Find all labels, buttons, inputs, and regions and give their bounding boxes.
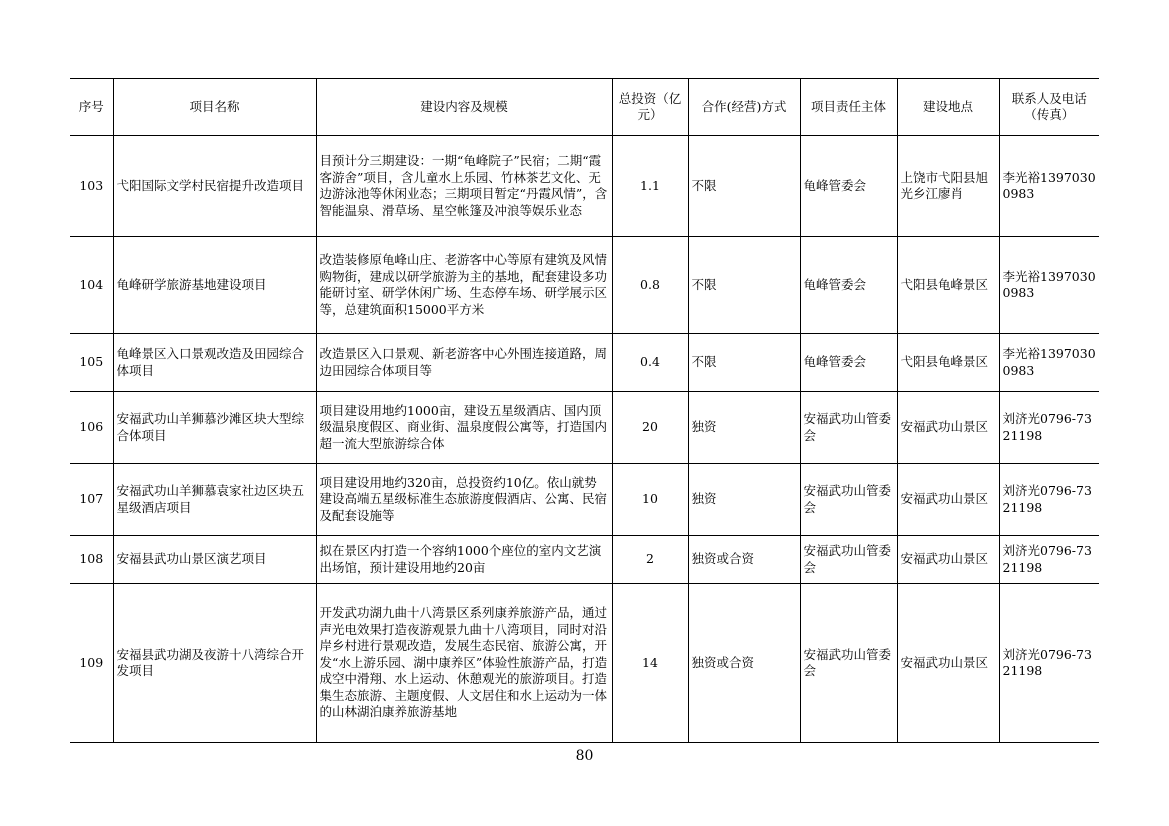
cell-subject: 安福武功山管委会 [800,536,897,584]
table-row [70,334,1099,392]
cell-mode: 不限 [688,237,800,334]
cell-name: 安福武功山羊狮慕袁家社边区块五星级酒店项目 [113,464,316,536]
cell-name: 弋阳国际文学村民宿提升改造项目 [113,136,316,237]
cell-subject: 龟峰管委会 [800,237,897,334]
cell-name: 安福武功山羊狮慕沙滩区块大型综合体项目 [113,392,316,464]
cell-name: 安福县武功山景区演艺项目 [113,536,316,584]
cell-location: 安福武功山景区 [897,464,999,536]
cell-mode: 不限 [688,136,800,237]
header-invest: 总投资（亿元） [612,79,688,136]
cell-invest: 10 [612,464,688,536]
cell-no: 108 [70,536,113,584]
cell-no: 104 [70,237,113,334]
cell-mode: 不限 [688,334,800,392]
cell-content: 项目建设用地约320亩，总投资约10亿。依山就势建设高端五星级标准生态旅游度假酒店、公寓、民宿及配套设施等 [316,464,612,536]
cell-subject: 安福武功山管委会 [800,392,897,464]
cell-contact: 李光裕13970300983 [999,334,1099,392]
cell-contact: 刘济光0796-7321198 [999,464,1099,536]
cell-invest: 14 [612,584,688,743]
cell-location: 安福武功山景区 [897,392,999,464]
header-subject: 项目责任主体 [800,79,897,136]
cell-content: 目预计分三期建设：一期“龟峰院子”民宿；二期“霞客游舍”项目，含儿童水上乐园、竹林茶艺文化、无边游泳池等休闲业态；三期项目暂定“丹霞风情”，含智能温泉、滑草场、星空帐篷及冲浪等娱乐业态 [316,136,612,237]
cell-name: 龟峰景区入口景观改造及田园综合体项目 [113,334,316,392]
page-number: 80 [575,748,594,764]
cell-location: 弋阳县龟峰景区 [897,334,999,392]
header-content: 建设内容及规模 [316,79,612,136]
header-mode: 合作(经营)方式 [688,79,800,136]
cell-contact: 李光裕13970300983 [999,237,1099,334]
cell-no: 109 [70,584,113,743]
cell-content: 改造装修原龟峰山庄、老游客中心等原有建筑及风情购物街，建成以研学旅游为主的基地，配套建设多功能研讨室、研学休闲广场、生态停车场、研学展示区等，总建筑面积15000平方米 [316,237,612,334]
cell-content: 改造景区入口景观、新老游客中心外围连接道路，周边田园综合体项目等 [316,334,612,392]
cell-location: 安福武功山景区 [897,584,999,743]
table-row [70,237,1099,334]
cell-contact: 刘济光0796-7321198 [999,584,1099,743]
table-row [70,136,1099,237]
table-row [70,536,1099,584]
project-table [70,78,1099,743]
cell-subject: 安福武功山管委会 [800,584,897,743]
cell-no: 107 [70,464,113,536]
table-header-row [70,79,1099,136]
cell-location: 弋阳县龟峰景区 [897,237,999,334]
cell-mode: 独资或合资 [688,536,800,584]
cell-name: 安福县武功湖及夜游十八湾综合开发项目 [113,584,316,743]
table-row [70,584,1099,743]
cell-subject: 龟峰管委会 [800,136,897,237]
cell-contact: 李光裕13970300983 [999,136,1099,237]
header-name: 项目名称 [113,79,316,136]
cell-no: 103 [70,136,113,237]
cell-name: 龟峰研学旅游基地建设项目 [113,237,316,334]
cell-invest: 0.8 [612,237,688,334]
cell-no: 106 [70,392,113,464]
cell-no: 105 [70,334,113,392]
header-contact: 联系人及电话（传真） [999,79,1099,136]
cell-mode: 独资 [688,392,800,464]
cell-contact: 刘济光0796-7321198 [999,392,1099,464]
header-no: 序号 [70,79,113,136]
cell-mode: 独资 [688,464,800,536]
cell-invest: 20 [612,392,688,464]
cell-content: 项目建设用地约1000亩，建设五星级酒店、国内顶级温泉度假区、商业街、温泉度假公寓等，打造国内超一流大型旅游综合体 [316,392,612,464]
cell-mode: 独资或合资 [688,584,800,743]
cell-subject: 安福武功山管委会 [800,464,897,536]
table-row [70,392,1099,464]
cell-invest: 2 [612,536,688,584]
cell-content: 开发武功湖九曲十八湾景区系列康养旅游产品，通过声光电效果打造夜游观景九曲十八湾项目，同时对沿岸乡村进行景观改造，发展生态民宿、旅游公寓，开发“水上游乐园、湖中康养区”体验性旅游产品，打造成空中滑翔、水上运动、休憩观光的旅游项目。打造集生态旅游、主题度假、人文居住和水上运动为一体的山林湖泊康养旅游基地 [316,584,612,743]
cell-invest: 1.1 [612,136,688,237]
cell-content: 拟在景区内打造一个容纳1000个座位的室内文艺演出场馆，预计建设用地约20亩 [316,536,612,584]
table-row [70,464,1099,536]
cell-contact: 刘济光0796-7321198 [999,536,1099,584]
header-location: 建设地点 [897,79,999,136]
cell-location: 上饶市弋阳县旭光乡江廖肖 [897,136,999,237]
cell-location: 安福武功山景区 [897,536,999,584]
cell-invest: 0.4 [612,334,688,392]
cell-subject: 龟峰管委会 [800,334,897,392]
